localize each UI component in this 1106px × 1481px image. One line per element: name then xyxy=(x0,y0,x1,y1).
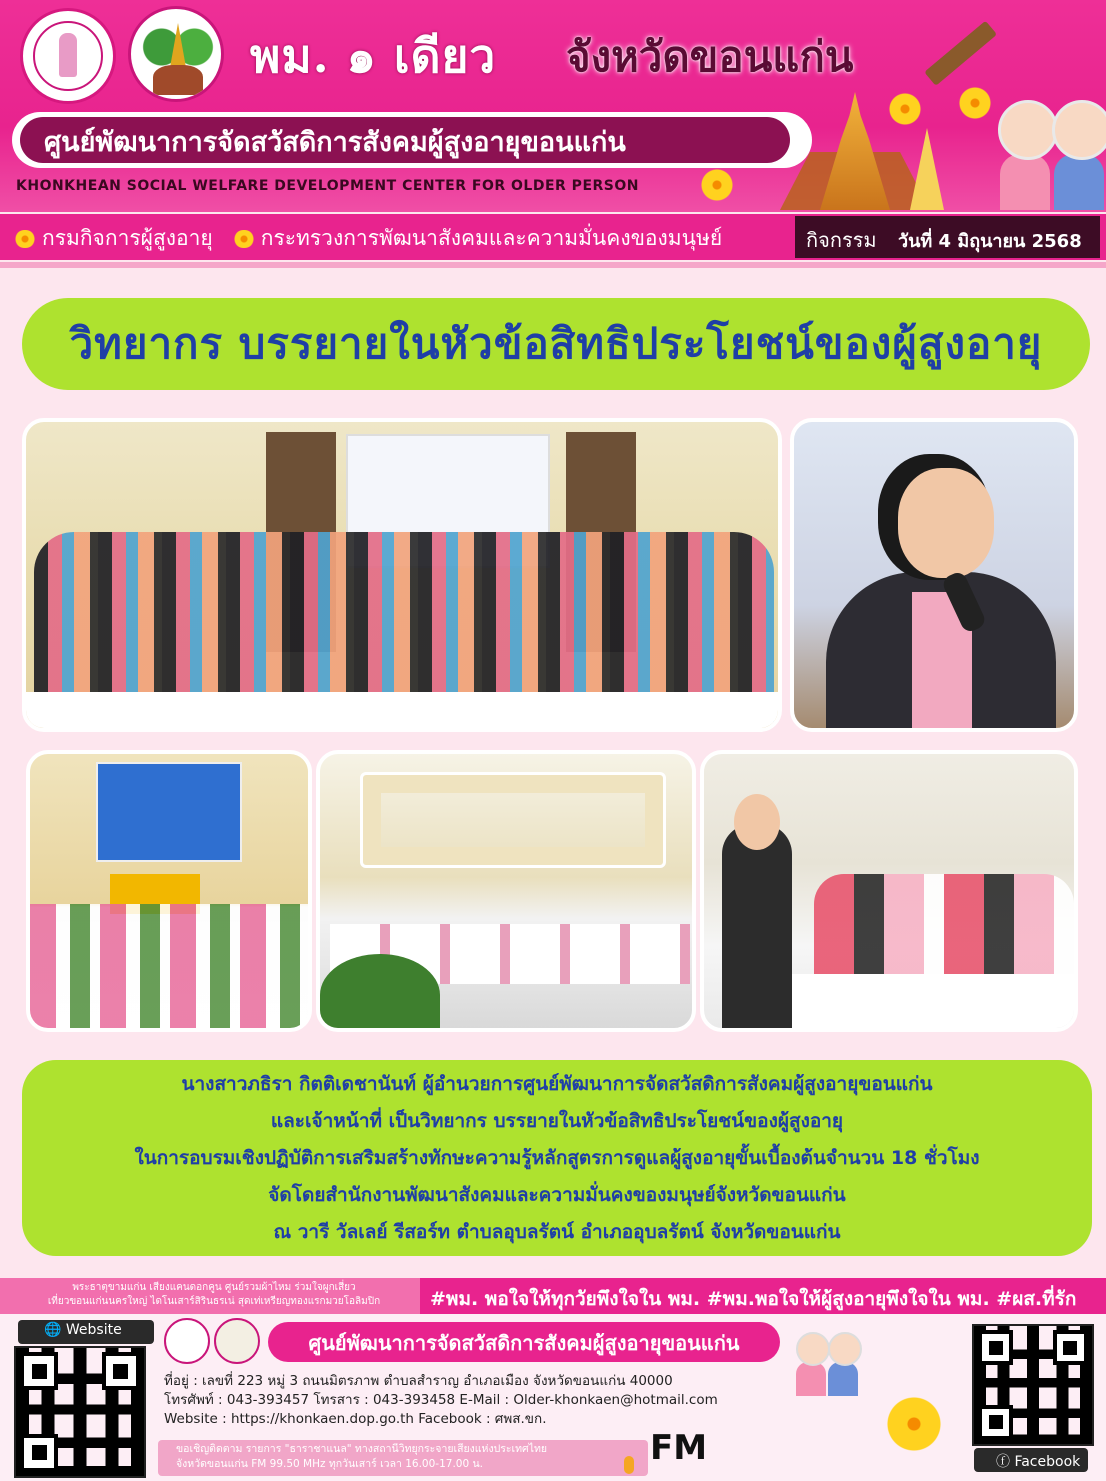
microphone-icon xyxy=(624,1456,634,1474)
description-line: นางสาวภธิรา กิตติเดชานันท์ ผู้อำนวยการศูนย์พัฒนาการจัดสวัสดิการสังคมผู้สูงอายุขอนแก่น xyxy=(181,1073,933,1095)
khonkaen-province-logo xyxy=(214,1318,260,1364)
description xyxy=(22,1066,1092,1251)
staff-assist-photo xyxy=(700,750,1078,1032)
website-facebook: Website : https://khonkaen.dop.go.th Facebook : ศพส.ขก. xyxy=(164,1411,547,1427)
elderly-couple-illustration xyxy=(790,1326,870,1398)
description-line: จัดโดยสำนักงานพัฒนาสังคมและความมั่นคงของมนุษย์จังหวัดขอนแก่น xyxy=(268,1184,846,1206)
activity-date: วันที่ 4 มิถุนายน 2568 xyxy=(898,231,1082,252)
slogan-line: พระธาตุขามแก่น เสียงแคนดอกคูน ศูนย์รวมผ้าไหม ร่วมใจผูกเสี่ยว xyxy=(72,1282,356,1293)
flower-icon xyxy=(884,1394,944,1454)
radio-line: จังหวัดขอนแก่น FM 99.50 MHz ทุกวันเสาร์ เวลา 16.00-17.00 น. xyxy=(176,1458,483,1470)
flower-icon xyxy=(958,86,992,120)
hall-photo xyxy=(316,750,696,1032)
flower-icon xyxy=(888,92,922,126)
org-name-en: KHONKHEAN SOCIAL WELFARE DEVELOPMENT CENTER FOR OLDER PERSON xyxy=(16,178,639,194)
contact-info xyxy=(164,1372,718,1429)
department-seal-logo xyxy=(20,8,116,104)
radio-program xyxy=(176,1442,547,1472)
description-line: ในการอบรมเชิงปฏิบัติการเสริมสร้างทักษะความรู้หลักสูตรการดูแลผู้สูงอายุขั้นเบื้องต้นจำนวน 18 ชั่วโมง xyxy=(134,1147,980,1169)
flower-icon xyxy=(14,230,36,248)
province-slogan xyxy=(14,1281,414,1309)
flower-icon xyxy=(700,168,734,202)
org-name-th: ศูนย์พัฒนาการจัดสวัสดิการสังคมผู้สูงอายุขอนแก่น xyxy=(44,127,626,158)
facebook-icon: ⓕ xyxy=(996,1454,1010,1470)
website-label-text: Website xyxy=(65,1322,122,1338)
elderly-couple-illustration xyxy=(998,90,1106,210)
activity-label: กิจกรรม xyxy=(806,228,877,252)
facebook-qr-code[interactable] xyxy=(972,1324,1094,1446)
website-qr-code[interactable] xyxy=(14,1346,146,1478)
radio-line: ขอเชิญติดตาม รายการ "ธาราชาแนล" ทางสถานีวิทยุกระจายเสียงแห่งประเทศไทย xyxy=(176,1443,548,1455)
description-line: และเจ้าหน้าที่ เป็นวิทยากร บรรยายในหัวข้อสิทธิประโยชน์ของผู้สูงอายุ xyxy=(270,1110,844,1132)
facebook-label-text: Facebook xyxy=(1014,1454,1081,1470)
footer-org-name: ศูนย์พัฒนาการจัดสวัสดิการสังคมผู้สูงอายุขอนแก่น xyxy=(308,1331,740,1355)
address: ที่อยู่ : เลขที่ 223 หมู่ 3 ถนนมิตรภาพ ตำบลสำราญ อำเภอเมือง จังหวัดขอนแก่น 40000 xyxy=(164,1373,673,1389)
speaker-photo xyxy=(790,418,1078,732)
header-title: พม. ๑ เดียว xyxy=(250,29,497,83)
ministry-line xyxy=(14,222,722,255)
lecture-photo xyxy=(26,750,312,1032)
hashtags: #พม. พอใจให้ทุกวัยพึงใจใน พม. #พม.พอใจให้ผู้สูงอายุพึงใจใน พม. #ผส.ที่รัก xyxy=(430,1288,1077,1310)
group-photo xyxy=(22,418,782,732)
header-province: จังหวัดขอนแก่น xyxy=(566,32,854,81)
flower-icon xyxy=(233,230,255,248)
ministry-name: กระทรวงการพัฒนาสังคมและความมั่นคงของมนุษย์ xyxy=(260,226,723,250)
fm-logo: FM xyxy=(650,1428,708,1468)
department-seal-logo xyxy=(164,1318,210,1364)
divider xyxy=(0,262,1106,268)
ministry-dept: กรมกิจการผู้สูงอายุ xyxy=(42,226,213,250)
slogan-line: เที่ยวขอนแก่นนครใหญ่ ไดโนเสาร์สิรินธรเน่ สุดเท่เหรียญทองแรกมวยโอลิมปิก xyxy=(47,1296,381,1307)
facebook-label xyxy=(996,1451,1080,1471)
website-label: 🌐 Website xyxy=(44,1322,122,1338)
khonkaen-province-logo xyxy=(128,6,224,102)
phone-fax-email: โทรศัพท์ : 043-393457 โทรสาร : 043-393458 E-Mail : Older-khonkaen@hotmail.com xyxy=(164,1392,718,1408)
headline: วิทยากร บรรยายในหัวข้อสิทธิประโยชน์ของผู้สูงอายุ xyxy=(69,319,1043,368)
description-line: ณ วารี วัลเลย์ รีสอร์ท ตำบลอุบลรัตน์ อำเภออุบลรัตน์ จังหวัดขอนแก่น xyxy=(273,1221,841,1243)
